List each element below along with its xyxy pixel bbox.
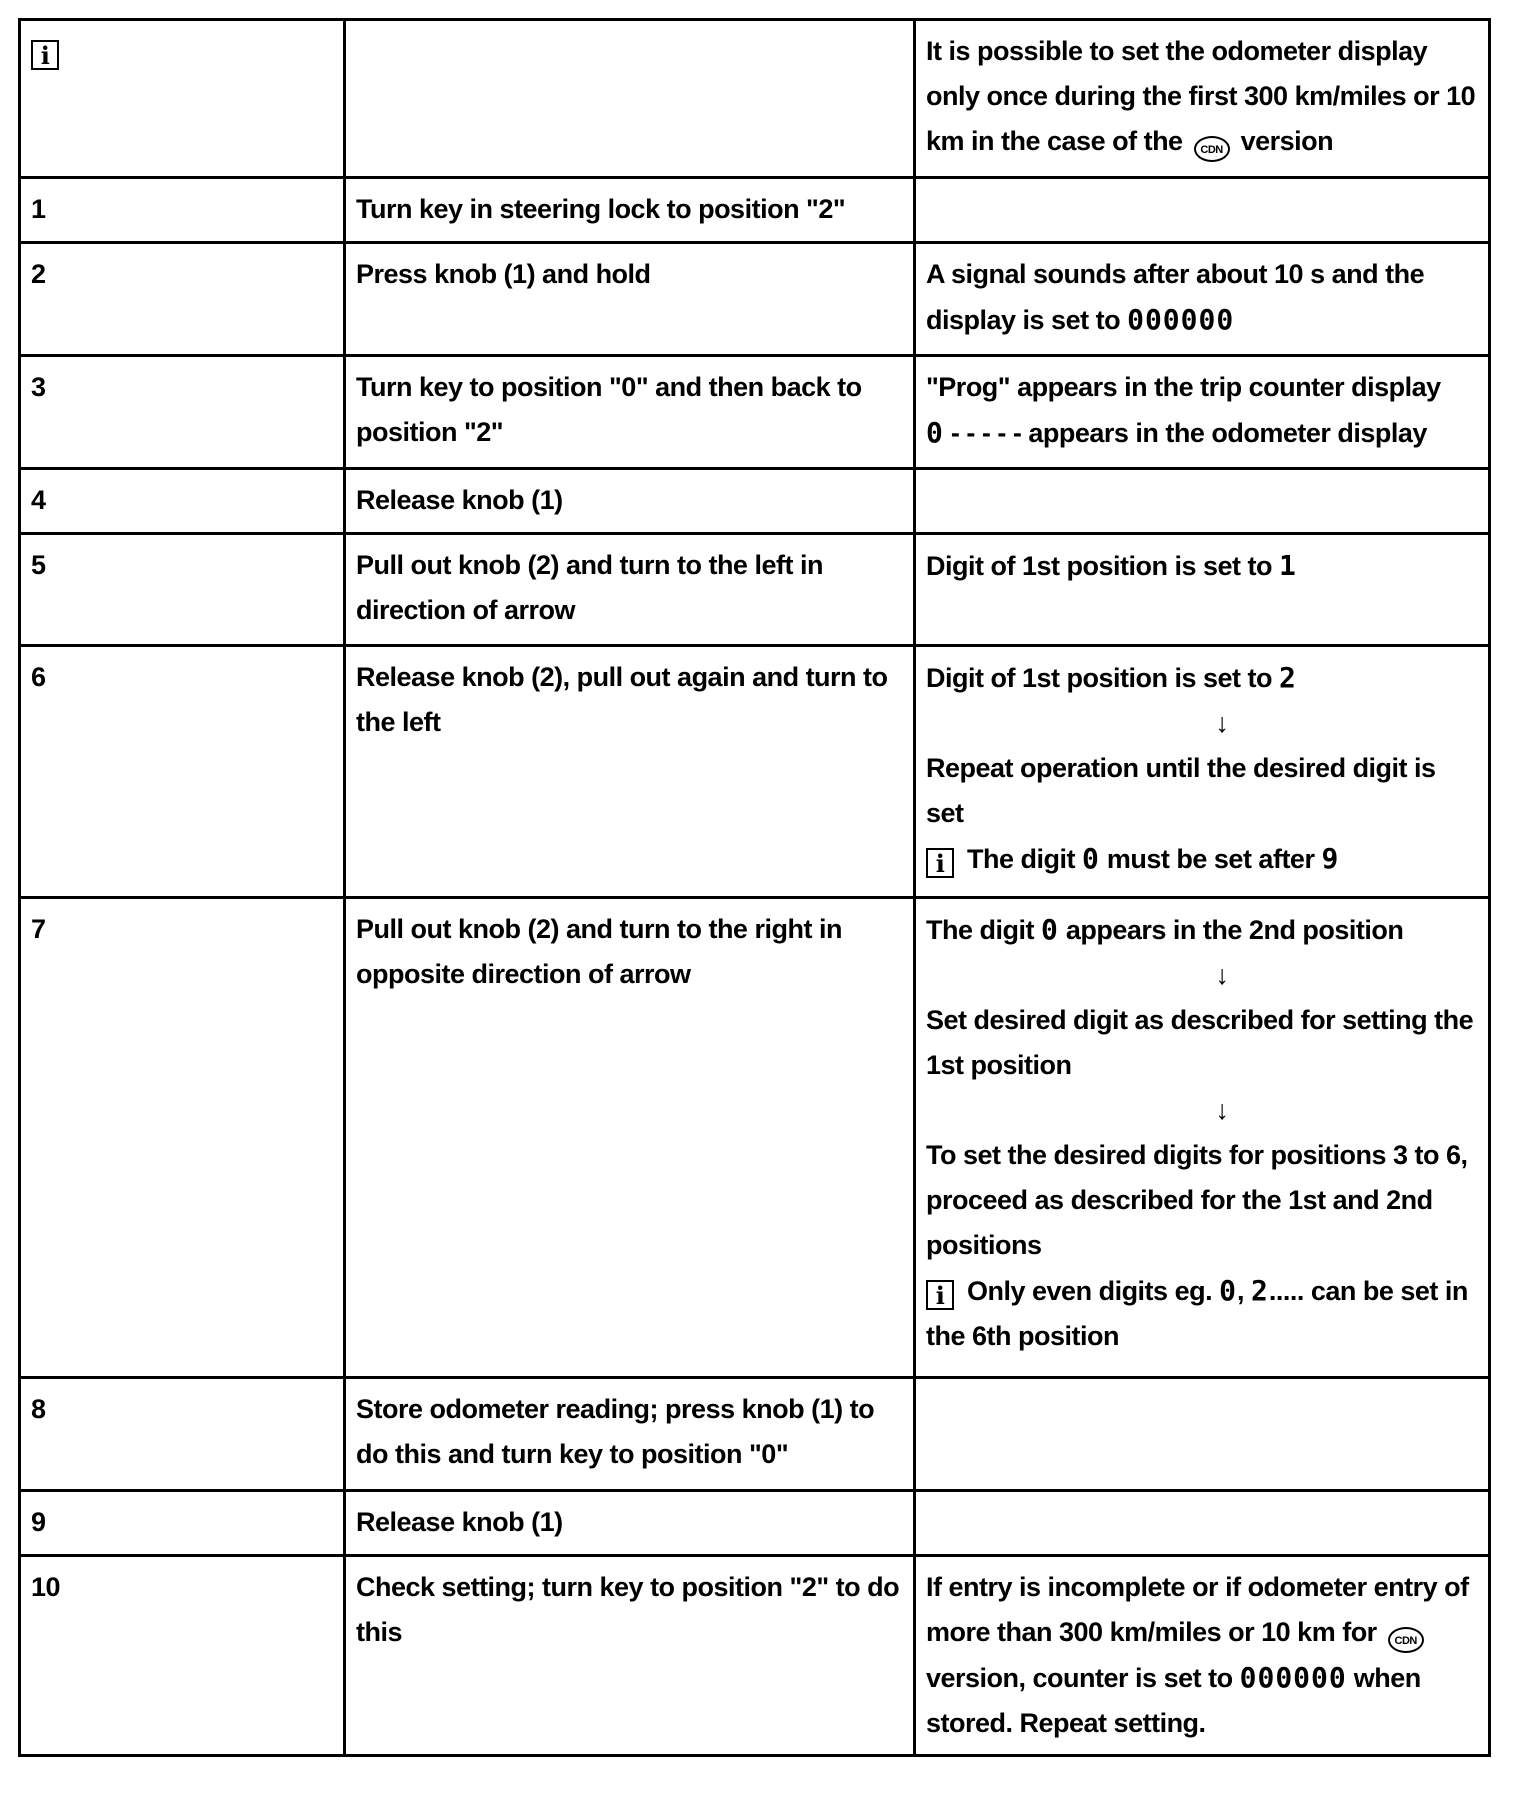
- note-text: Only even digits eg.: [967, 1276, 1213, 1306]
- step-action: Release knob (1): [345, 469, 915, 534]
- result-text: "Prog" appears in the trip counter display: [926, 372, 1441, 402]
- cdn-version-icon: CDN: [1388, 1627, 1424, 1653]
- lcd-digits: 9: [1321, 842, 1340, 875]
- result-text: A signal sounds after about 10 s and the display is set to: [926, 259, 1425, 335]
- table-row: [20, 646, 1490, 898]
- note-separator: ,: [1236, 1276, 1244, 1306]
- info-icon: i: [31, 40, 59, 70]
- step-number: 4: [20, 469, 345, 534]
- table-row: [20, 1378, 1490, 1491]
- info-note-text: It is possible to set the odometer display only once during the first 300 km/miles or 10 km in the case of the: [926, 36, 1476, 156]
- cdn-version-icon: CDN: [1194, 136, 1230, 162]
- note-text: ..... can be set in the 6th position: [926, 1276, 1468, 1351]
- step-result: [915, 356, 1490, 469]
- lcd-digits: 1: [1279, 549, 1297, 582]
- table-row: [20, 1491, 1490, 1556]
- step-action: Pull out knob (2) and turn to the right in opposite direction of arrow: [345, 898, 915, 1378]
- step-result: [915, 178, 1490, 243]
- result-text: when stored. Repeat setting.: [926, 1663, 1421, 1738]
- lcd-digits: 2: [1279, 661, 1297, 694]
- result-text: Repeat operation until the desired digit is set: [926, 753, 1436, 828]
- lcd-digits: 0: [926, 416, 944, 449]
- lcd-digits: 2: [1251, 1274, 1269, 1307]
- table-row: [20, 243, 1490, 356]
- step-result: [915, 243, 1490, 356]
- result-text: - - - - - appears in the odometer display: [950, 418, 1427, 448]
- result-text: The digit: [926, 915, 1034, 945]
- step-result: [915, 1556, 1490, 1756]
- empty-cell: [345, 20, 915, 178]
- step-action: Release knob (2), pull out again and turn to the left: [345, 646, 915, 898]
- result-text: To set the desired digits for positions 3 to 6, proceed as described for the 1st and 2nd positions: [926, 1140, 1468, 1260]
- result-line: [926, 907, 1478, 953]
- info-cell: [20, 20, 345, 178]
- result-text: version, counter is set to: [926, 1663, 1233, 1693]
- down-arrow-icon: ↓: [1215, 960, 1229, 990]
- step-number: 1: [20, 178, 345, 243]
- step-action: Store odometer reading; press knob (1) to do this and turn key to position "0": [345, 1378, 915, 1491]
- lcd-digits: 000000: [1239, 1661, 1347, 1694]
- step-action: Check setting; turn key to position "2" to do this: [345, 1556, 915, 1756]
- note-text: must be set after: [1106, 844, 1315, 874]
- info-icon: i: [926, 1280, 954, 1310]
- step-result: [915, 534, 1490, 646]
- info-row: [20, 20, 1490, 178]
- step-action: Press knob (1) and hold: [345, 243, 915, 356]
- lcd-digits: 0: [1219, 1274, 1237, 1307]
- down-arrow-icon: ↓: [1215, 1095, 1229, 1125]
- down-arrow-icon: ↓: [1215, 708, 1229, 738]
- odometer-setting-table: [18, 18, 1491, 1757]
- note-text: The digit: [967, 844, 1075, 874]
- step-number: 2: [20, 243, 345, 356]
- step-action: Turn key in steering lock to position "2": [345, 178, 915, 243]
- step-action: Turn key to position "0" and then back to position "2": [345, 356, 915, 469]
- lcd-digits: 0: [1082, 842, 1100, 875]
- result-text: Digit of 1st position is set to: [926, 663, 1273, 693]
- step-number: 6: [20, 646, 345, 898]
- table-row: [20, 1556, 1490, 1756]
- result-text: If entry is incomplete or if odometer entry of more than 300 km/miles or 10 km for: [926, 1572, 1469, 1647]
- step-result: [915, 898, 1490, 1378]
- step-result: [915, 1378, 1490, 1491]
- info-icon: i: [926, 848, 954, 878]
- table-row: [20, 898, 1490, 1378]
- step-action: Release knob (1): [345, 1491, 915, 1556]
- step-number: 10: [20, 1556, 345, 1756]
- step-number: 8: [20, 1378, 345, 1491]
- table-row: [20, 469, 1490, 534]
- result-text: appears in the 2nd position: [1065, 915, 1404, 945]
- step-action: Pull out knob (2) and turn to the left in direction of arrow: [345, 534, 915, 646]
- step-number: 3: [20, 356, 345, 469]
- note-line: [926, 1268, 1478, 1359]
- step-number: 9: [20, 1491, 345, 1556]
- step-result: [915, 1491, 1490, 1556]
- note-line: [926, 836, 1478, 882]
- table-row: [20, 178, 1490, 243]
- lcd-digits: 000000: [1127, 303, 1235, 336]
- table-row: [20, 534, 1490, 646]
- step-result: [915, 646, 1490, 898]
- result-line: [926, 655, 1478, 701]
- result-text: Set desired digit as described for setting the 1st position: [926, 1005, 1474, 1080]
- result-text: Digit of 1st position is set to: [926, 551, 1273, 581]
- step-result: [915, 469, 1490, 534]
- info-note-text-end: version: [1240, 126, 1334, 156]
- step-number: 5: [20, 534, 345, 646]
- step-number: 7: [20, 898, 345, 1378]
- lcd-digits: 0: [1041, 913, 1059, 946]
- info-note: [915, 20, 1490, 178]
- table-row: [20, 356, 1490, 469]
